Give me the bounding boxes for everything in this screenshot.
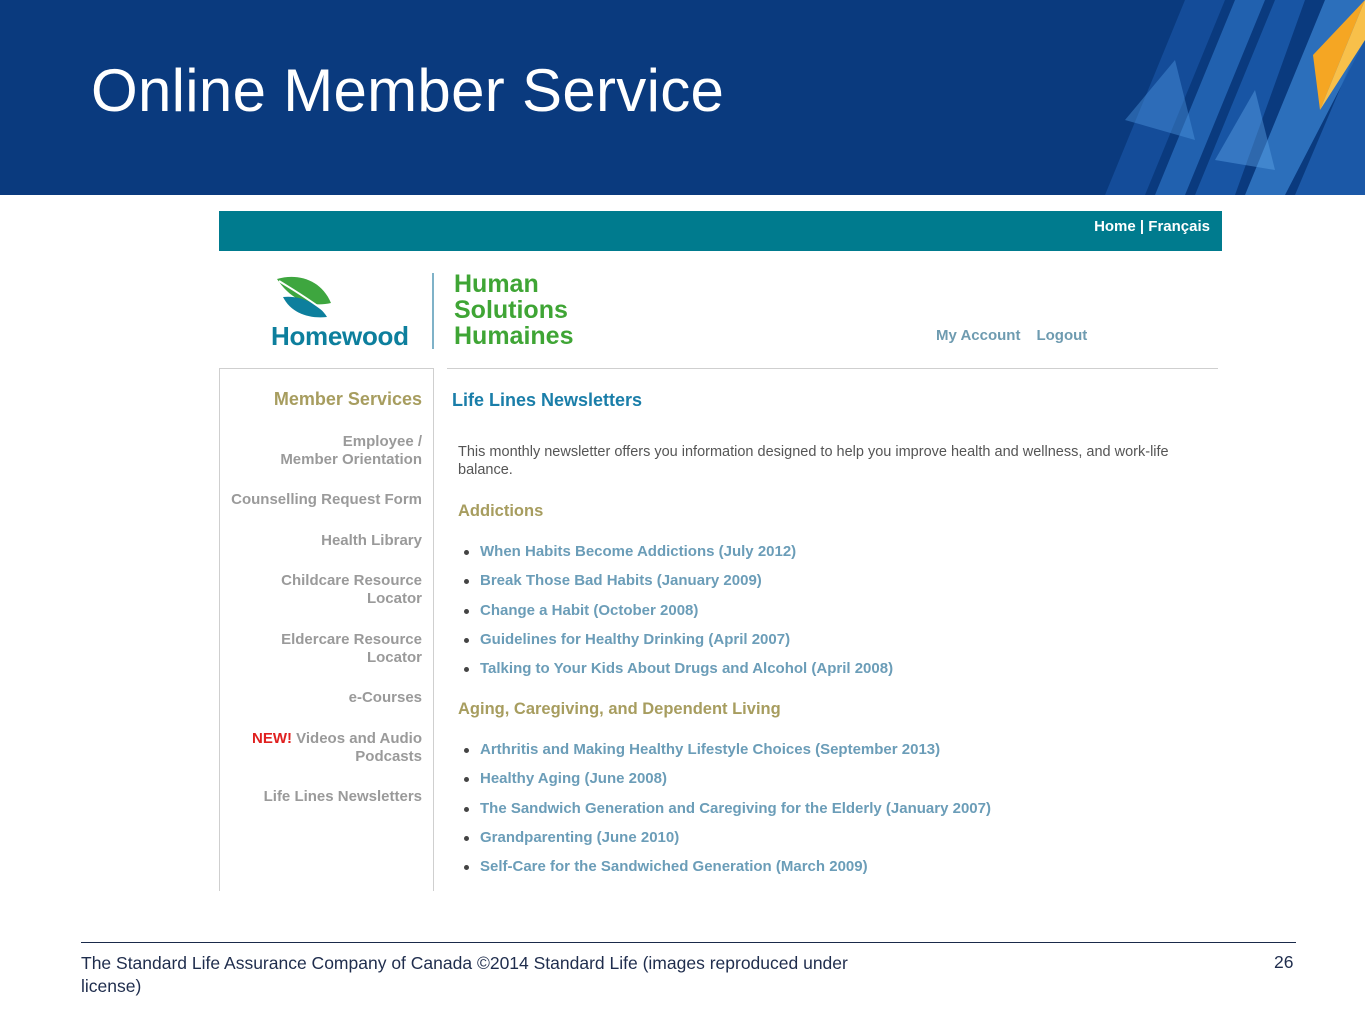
newsletter-link[interactable]: Self-Care for the Sandwiched Generation (March 2009) [461,858,991,887]
hsh-logo-line: Human [454,270,539,298]
sidebar-item-label: Counselling Request Form [231,491,422,508]
sidebar-item-label-line [252,730,422,748]
newsletter-link[interactable]: Break Those Bad Habits (January 2009) [461,572,893,601]
newsletter-link[interactable]: Talking to Your Kids About Drugs and Alcohol (April 2008) [461,660,893,689]
sidebar-item-e-courses[interactable] [349,689,422,707]
sidebar-item-label: Member Orientation [280,451,422,468]
sidebar-item-label: Eldercare Resource [281,631,422,648]
logout-link[interactable]: Logout [1036,327,1088,344]
home-link[interactable]: Home [1094,218,1136,235]
sidebar [219,368,434,891]
footer-copyright: The Standard Life Assurance Company of Canada ©2014 Standard Life (images reproduced under license) [81,953,848,996]
hsh-logo-line: Humaines [454,322,574,350]
sidebar-item-label: Videos and Audio [291,730,422,747]
newsletter-list-aging [461,741,991,887]
hsh-logo[interactable] [454,271,573,349]
intro-text: This monthly newsletter offers you information designed to help you improve health and wellness, and work-life balance. [458,444,1169,478]
sidebar-item-label: Health Library [321,532,422,549]
slide-title: Online Member Service [91,57,725,124]
nav-separator: | [1135,218,1149,235]
decorative-triangles-graphic [1065,0,1365,195]
newsletter-list-addictions [461,543,893,689]
website-screenshot [219,211,1222,891]
sidebar-item-videos-podcasts[interactable] [252,730,422,766]
newsletter-link[interactable]: When Habits Become Addictions (July 2012) [461,543,893,572]
slide-header [0,0,1365,195]
logo-divider [432,273,434,349]
page-number: 26 [1274,952,1294,972]
account-links [936,327,1103,344]
homewood-leaf-icon [269,273,339,321]
homewood-logo-text[interactable]: Homewood [271,321,409,351]
hsh-logo-line: Solutions [454,296,568,324]
top-nav-links [1094,218,1210,235]
newsletter-link[interactable]: Healthy Aging (June 2008) [461,770,991,799]
sidebar-item-eldercare-locator[interactable] [281,631,422,667]
newsletter-link[interactable]: The Sandwich Generation and Caregiving for the Elderly (January 2007) [461,800,991,829]
sidebar-title: Member Services [273,389,422,409]
sidebar-item-childcare-locator[interactable] [281,572,422,608]
my-account-link[interactable]: My Account [936,327,1021,344]
sidebar-item-label: Podcasts [355,748,422,765]
newsletter-link[interactable]: Change a Habit (October 2008) [461,602,893,631]
section-heading-addictions: Addictions [458,502,544,520]
sidebar-item-life-lines[interactable] [264,788,422,806]
sidebar-item-label: e-Courses [348,689,422,706]
sidebar-item-member-orientation[interactable] [280,433,422,469]
top-nav-bar [219,211,1222,251]
section-heading-aging: Aging, Caregiving, and Dependent Living [458,700,781,718]
sidebar-item-health-library[interactable] [321,532,422,550]
francais-link[interactable]: Français [1148,218,1210,235]
newsletter-link[interactable]: Guidelines for Healthy Drinking (April 2007) [461,631,893,660]
sidebar-item-label: Life Lines Newsletters [263,788,422,805]
new-badge: NEW! [251,730,292,747]
sidebar-item-label: Childcare Resource [281,572,422,589]
sidebar-item-label: Locator [366,590,422,607]
sidebar-item-counselling-request[interactable] [231,491,422,509]
newsletter-link[interactable]: Grandparenting (June 2010) [461,829,991,858]
sidebar-item-label: Locator [366,649,422,666]
page-title: Life Lines Newsletters [452,390,643,410]
header-divider [447,368,1218,369]
footer-divider [81,942,1296,943]
sidebar-item-label: Employee / [342,433,422,450]
newsletter-link[interactable]: Arthritis and Making Healthy Lifestyle Choices (September 2013) [461,741,991,770]
